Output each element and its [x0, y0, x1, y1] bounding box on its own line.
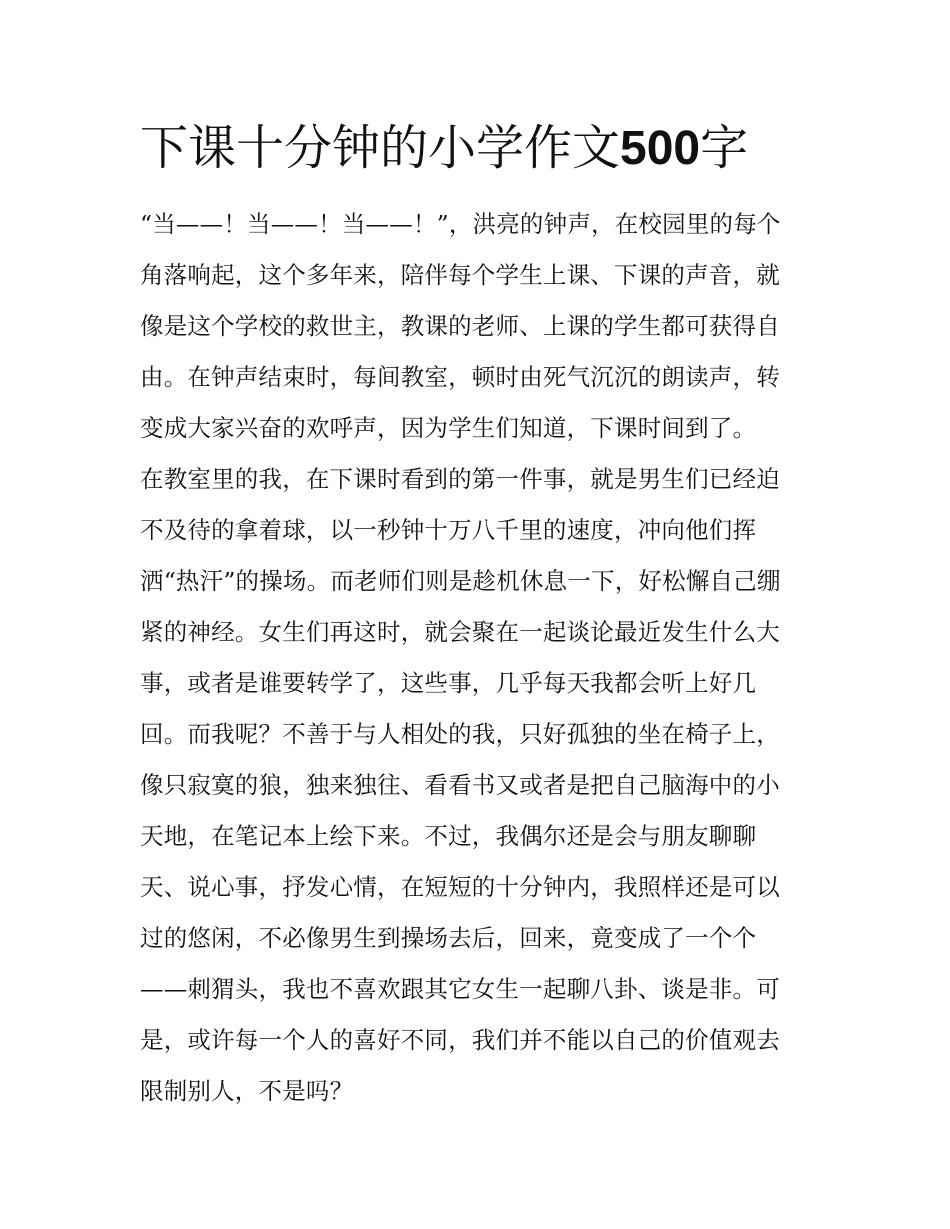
- document-title: [140, 118, 840, 179]
- body-line: ——刺猬头，我也不喜欢跟其它女生一起聊八卦、谈是非。可: [140, 975, 780, 1003]
- document-body: [140, 199, 830, 1117]
- title-suffix: 字: [700, 120, 749, 176]
- body-line: 角落响起，这个多年来，陪伴每个学生上课、下课的声音，就: [140, 261, 780, 289]
- body-line: 天地，在笔记本上绘下来。不过，我偶尔还是会与朋友聊聊: [140, 822, 757, 850]
- body-line: 事，或者是谁要转学了，这些事，几乎每天我都会听上好几: [140, 669, 757, 697]
- body-line: 回。而我呢？不善于与人相处的我，只好孤独的坐在椅子上，: [140, 720, 780, 748]
- body-line: 像是这个学校的救世主，教课的老师、上课的学生都可获得自: [140, 312, 780, 340]
- body-line: 限制别人，不是吗？: [140, 1077, 354, 1105]
- body-line: 是，或许每一个人的喜好不同，我们并不能以自己的价值观去: [140, 1026, 780, 1054]
- body-line: 过的悠闲，不必像男生到操场去后，回来，竟变成了一个个: [140, 924, 757, 952]
- body-line: 紧的神经。女生们再这时，就会聚在一起谈论最近发生什么大: [140, 618, 780, 646]
- body-line: 天、说心事，抒发心情，在短短的十分钟内，我照样还是可以: [140, 873, 780, 901]
- body-line: 洒“热汗”的操场。而老师们则是趁机休息一下，好松懈自己绷: [140, 567, 781, 595]
- body-line: “当——！当——！当——！”，洪亮的钟声，在校园里的每个: [140, 210, 781, 238]
- body-line: 变成大家兴奋的欢呼声，因为学生们知道，下课时间到了。: [140, 414, 757, 442]
- body-line: 像只寂寞的狼，独来独往、看看书又或者是把自己脑海中的小: [140, 771, 780, 799]
- body-line: 在教室里的我，在下课时看到的第一件事，就是男生们已经迫: [140, 465, 780, 493]
- body-line: 由。在钟声结束时，每间教室，顿时由死气沉沉的朗读声，转: [140, 363, 780, 391]
- title-number: 500: [620, 122, 701, 175]
- title-prefix: 下课十分钟的小学作文: [140, 120, 621, 176]
- body-line: 不及待的拿着球，以一秒钟十万八千里的速度，冲向他们挥: [140, 516, 757, 544]
